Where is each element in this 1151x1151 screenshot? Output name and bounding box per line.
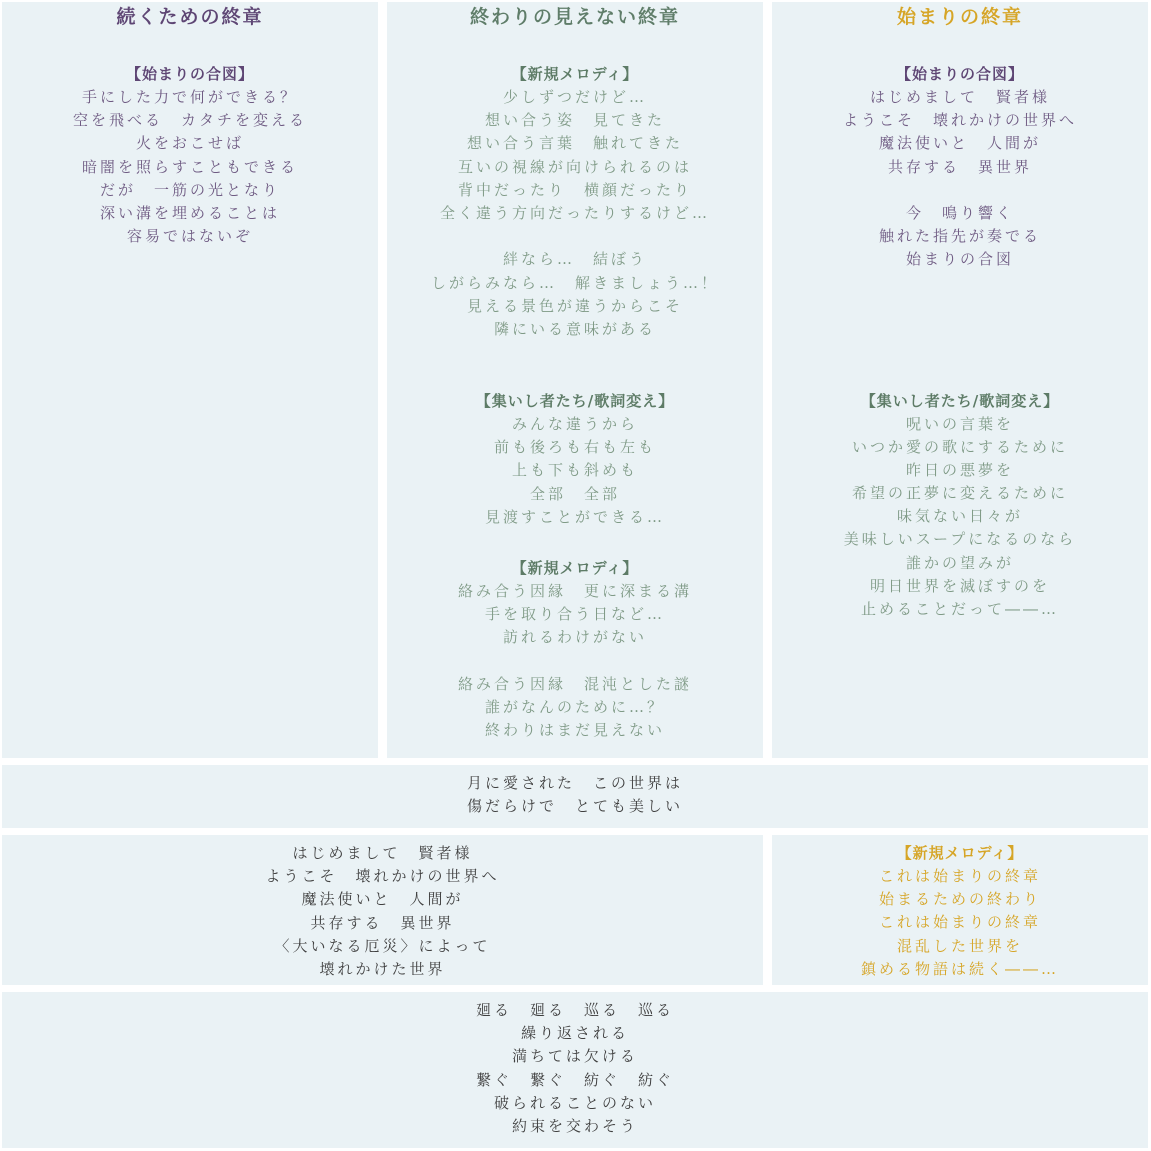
lyric-line: 暗闇を照らすこともできる: [81, 157, 298, 176]
lyric-line: 繋ぐ 繋ぐ 紡ぐ 紡ぐ: [475, 1070, 674, 1089]
lyric-line: 訪れるわけがない: [502, 628, 647, 647]
lyric-line: 味気ない日々が: [896, 507, 1023, 526]
lyric-line: 絆なら… 結ぼう: [502, 250, 647, 269]
lyric-line: これは始まりの終章: [878, 913, 1041, 932]
lyric-line: 見渡すことができる…: [484, 507, 665, 526]
lyric-line: 絡み合う因縁 混沌とした謎: [457, 674, 692, 693]
lyric-line: 魔法使いと 人間が: [301, 890, 464, 909]
lyric-line: 繰り返される: [520, 1024, 629, 1043]
lyric-section: [772, 390, 1148, 622]
lyric-line: 終わりはまだ見えない: [484, 721, 665, 740]
lyric-line: 止めることだって――…: [860, 600, 1059, 618]
lyric-line: 美味しいスープになるのなら: [843, 530, 1077, 549]
lyric-line: 手を取り合う日など…: [484, 605, 665, 624]
lyric-line: 全部 全部: [529, 484, 620, 503]
lyric-line: 隣にいる意味がある: [493, 319, 656, 338]
lyric-line: 見える景色が違うからこそ: [466, 296, 683, 315]
stanza-break: [772, 179, 1148, 202]
lyric-line: 前も後ろも右も左も: [493, 438, 656, 457]
section-heading: 【始まりの合図】: [895, 65, 1024, 83]
lyric-line: 少しずつだけど…: [502, 88, 647, 106]
lyric-line: 月に愛された この世界は: [466, 774, 683, 792]
lyric-line: 魔法使いと 人間が: [878, 134, 1041, 153]
lyric-line: 互いの視線が向けられるのは: [457, 157, 692, 176]
section-heading: 【集いし者たち/歌詞変え】: [475, 392, 675, 411]
stanza-break: [387, 650, 763, 673]
section-heading: 【新規メロディ】: [896, 844, 1024, 862]
column-title: 続くための終章: [116, 6, 264, 28]
lyric-line: 容易ではないぞ: [126, 227, 253, 246]
lyric-line: 空を飛べる カタチを変える: [72, 111, 307, 130]
verse-right-panel: [772, 835, 1148, 985]
lyric-line: 全く違う方向だったりするけど…: [439, 203, 710, 222]
lyric-line: 廻る 廻る 巡る 巡る: [475, 1001, 674, 1019]
column-title: 始まりの終章: [896, 6, 1023, 28]
lyric-line: 深い溝を埋めることは: [99, 203, 280, 222]
lyric-line: これは始まりの終章: [878, 867, 1041, 885]
lyric-section: [387, 557, 763, 742]
column-continuing-finale: [2, 2, 378, 758]
lyric-line: ようこそ 壊れかけの世界へ: [265, 867, 500, 886]
lyric-line: 満ちては欠ける: [512, 1047, 638, 1066]
lyric-line: 呪いの言葉を: [905, 414, 1014, 433]
lyric-section: [772, 63, 1148, 272]
lyric-line: 壊れかけた世界: [319, 959, 446, 978]
lyric-line: 混乱した世界を: [896, 936, 1023, 955]
chorus-panel: [2, 765, 1148, 828]
finale-panel: [2, 992, 1148, 1148]
lyric-line: だが 一筋の光となり: [99, 180, 280, 199]
lyric-line: いつか愛の歌にするために: [851, 437, 1068, 456]
lyric-line: 明日世界を滅ぼすのを: [869, 576, 1050, 595]
lyric-section: [387, 390, 763, 529]
lyric-line: みんな違うから: [511, 415, 638, 434]
lyric-line: 始まりの合図: [905, 250, 1014, 269]
lyric-line: 共存する 異世界: [887, 157, 1032, 176]
lyric-line: 背中だったり 横顔だったり: [457, 180, 692, 199]
lyric-line: 想い合う姿 見てきた: [484, 111, 665, 130]
lyric-section: [2, 63, 378, 248]
lyric-line: 始まるための終わり: [878, 890, 1041, 909]
lyric-line: 触れた指先が奏でる: [878, 227, 1041, 246]
lyric-line: 鎮める物語は続く――…: [860, 959, 1059, 978]
lyric-section: [387, 63, 763, 341]
lyric-line: 誰がなんのために…？: [484, 697, 665, 716]
section-heading: 【始まりの合図】: [125, 65, 254, 83]
column-unseen-finale: [387, 2, 763, 758]
lyric-line: 昨日の悪夢を: [905, 460, 1014, 479]
lyric-line: ようこそ 壊れかけの世界へ: [842, 111, 1077, 130]
lyric-line: 共存する 異世界: [310, 913, 455, 932]
verse-left-panel: [2, 835, 763, 985]
lyric-line: 絡み合う因縁 更に深まる溝: [457, 582, 692, 600]
lyric-line: 今 鳴り響く: [905, 203, 1014, 222]
column-beginning-finale: [772, 2, 1148, 758]
lyric-line: 誰かの望みが: [905, 553, 1014, 572]
lyric-line: 想い合う言葉 触れてきた: [466, 134, 683, 153]
lyric-line: はじめまして 賢者様: [869, 88, 1050, 106]
section-heading: 【新規メロディ】: [511, 559, 639, 577]
lyric-line: 上も下も斜めも: [511, 461, 638, 480]
section-heading: 【集いし者たち/歌詞変え】: [860, 391, 1060, 410]
lyric-line: 手にした力で何ができる？: [81, 88, 298, 106]
lyric-line: しがらみなら… 解きましょう…！: [430, 273, 719, 292]
lyric-line: 希望の正夢に変えるために: [851, 484, 1068, 503]
stanza-break: [387, 225, 763, 248]
column-title: 終わりの見えない終章: [469, 6, 680, 28]
lyric-line: はじめまして 賢者様: [292, 844, 473, 862]
lyric-line: 破られることのない: [493, 1093, 656, 1112]
lyric-line: 約束を交わそう: [511, 1116, 638, 1135]
lyric-line: 傷だらけで とても美しい: [466, 797, 683, 816]
lyric-line: 〈大いなる厄災〉によって: [274, 936, 491, 955]
section-heading: 【新規メロディ】: [511, 65, 639, 83]
lyric-line: 火をおこせば: [135, 134, 244, 153]
